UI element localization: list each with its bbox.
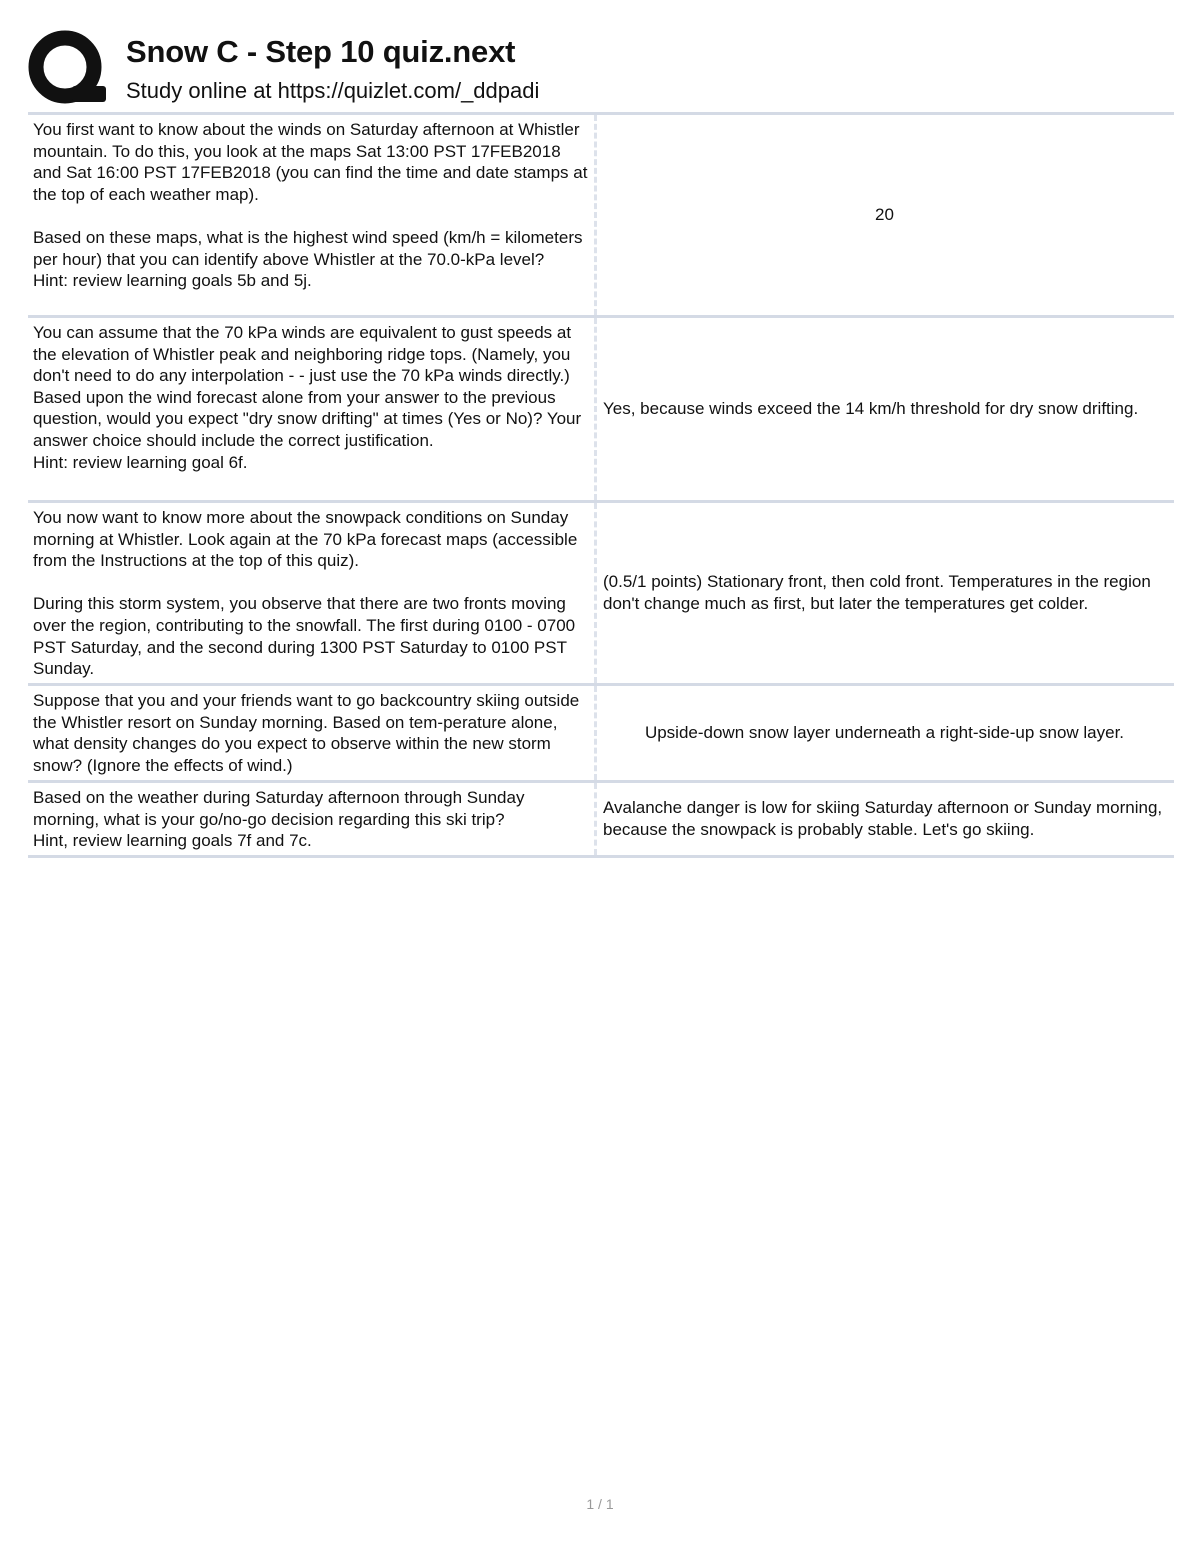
flashcard-table — [28, 112, 1174, 858]
card-definition — [597, 783, 1174, 855]
card-term: Based on the weather during Saturday afternoon through Sunday morning, what is your go/no-go decision regarding this ski trip? Hint, review learning goals 7f and 7c. — [28, 783, 597, 855]
quizlet-logo-icon — [28, 28, 110, 108]
study-online-link[interactable]: Study online at https://quizlet.com/_ddpadi — [126, 78, 540, 103]
card-definition — [597, 686, 1174, 780]
card-definition — [597, 318, 1174, 500]
card-definition-text: Yes, because winds exceed the 14 km/h threshold for dry snow drifting. — [603, 399, 1139, 419]
card-term: You now want to know more about the snowpack conditions on Sunday morning at Whistler. Look again at the 70 kPa forecast maps (accessible from the Instructions at the top of this quiz). During this storm system, you observe that there are two fronts moving over the region, contributing to the snowfall. The first during 0100 - 0700 PST Saturday, and the second during 1300 PST Saturday to 0100 PST Sunday. — [28, 503, 597, 683]
card-definition — [597, 503, 1174, 683]
card-definition-text: (0.5/1 points) Stationary front, then cold front. Temperatures in the region don't change much as first, but later the temperatures get colder. — [603, 572, 1151, 613]
card-term: Suppose that you and your friends want to go backcountry skiing outside the Whistler resort on Sunday morning. Based on tem-perature alone, what density changes do you expect to observe within the new storm snow? (Ignore the effects of wind.) — [28, 686, 597, 780]
flashcard-row — [28, 686, 1174, 783]
card-definition-text: Avalanche danger is low for skiing Saturday afternoon or Sunday morning, because the snowpack is probably stable. Let's go skiing. — [603, 798, 1163, 839]
card-term: You first want to know about the winds on Saturday afternoon at Whistler mountain. To do this, you look at the maps Sat 13:00 PST 17FEB2018 and Sat 16:00 PST 17FEB2018 (you can find the time and date stamps at the top of each weather map). Based on these maps, what is the highest wind speed (km/h = kilometers per hour) that you can identify above Whistler at the 70.0-kPa level? Hint: review learning goals 5b and 5j. — [28, 115, 597, 315]
flashcard-row — [28, 503, 1174, 686]
flashcard-row — [28, 115, 1174, 318]
header — [28, 28, 1174, 112]
page-title: Snow C - Step 10 quiz.next — [126, 34, 516, 69]
flashcard-row — [28, 318, 1174, 503]
card-definition-text: 20 — [875, 205, 894, 225]
card-term: You can assume that the 70 kPa winds are equivalent to gust speeds at the elevation of Whistler peak and neighboring ridge tops. (Namely, you don't need to do any interpolation - - just use the 70 kPa winds directly.) Based upon the wind forecast alone from your answer to the previous question, would you expect "dry snow drifting" at times (Yes or No)? Your answer choice should include the correct justification. Hint: review learning goal 6f. — [28, 318, 597, 500]
card-definition — [597, 115, 1174, 315]
page-number: 1 / 1 — [586, 1496, 614, 1512]
card-definition-text: Upside-down snow layer underneath a right-side-up snow layer. — [644, 723, 1125, 743]
flashcard-row — [28, 783, 1174, 858]
